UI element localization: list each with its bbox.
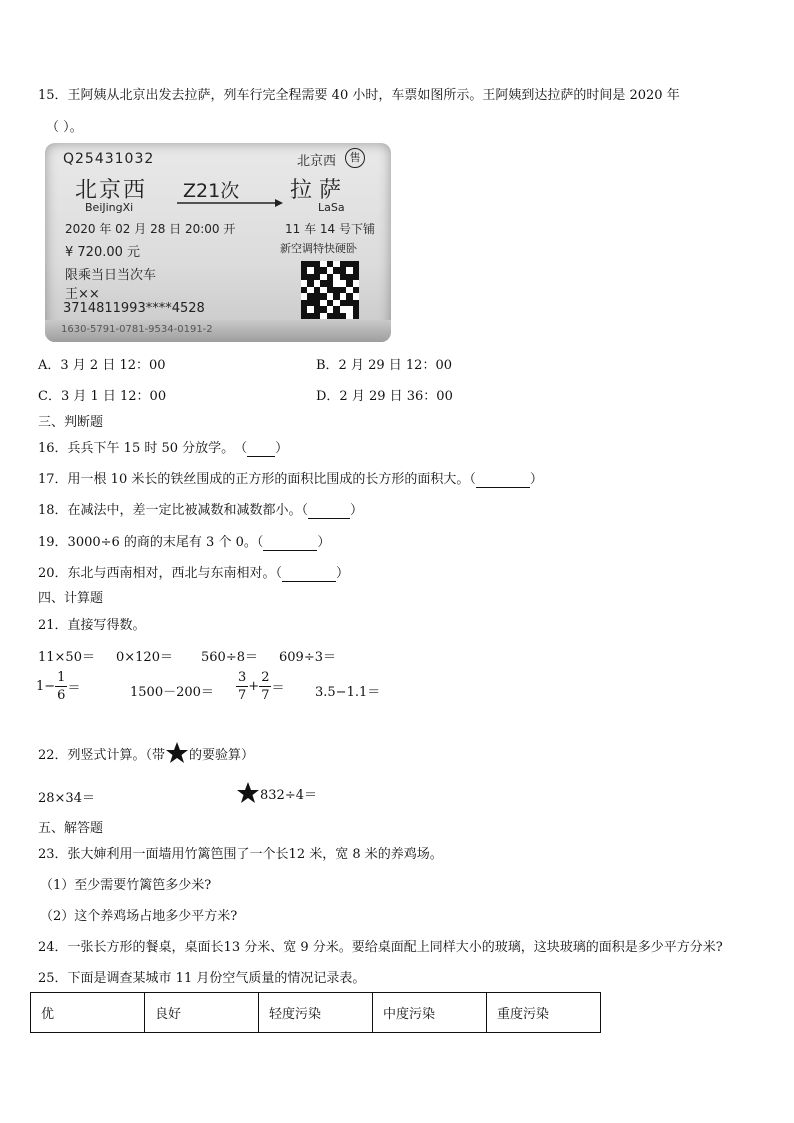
q17-blank [476,472,530,488]
table-header-cell: 优 [31,993,145,1033]
table-header-cell: 良好 [145,993,259,1033]
q18-text: 18．在减法中，差一定比被减数和减数都小。（ [38,503,309,518]
q23-stem: 23．张大婶利用一面墙用竹篱笆围了一个长12 米，宽 8 米的养鸡场。 [38,847,443,862]
train-ticket-image [45,143,391,342]
ticket-bottom-strip [45,320,391,342]
q22-a: 28×34＝ [38,791,95,806]
q17 [38,468,543,488]
q18 [38,499,363,519]
ticket-price: ¥ 720.00 元 [65,245,141,260]
q21-r1-c: 560÷8＝ [201,650,258,665]
q15-stem: 15．王阿姨从北京出发去拉萨，列车行完全程需要 40 小时，车票如图所示。王阿姨到达拉萨的时间是 2020 年 [38,88,680,103]
q21-r2-c [236,671,284,702]
q19-close: ） [317,535,331,550]
q15-option-d: D．2 月 29 日 36：00 [316,389,453,404]
ticket-from-pinyin: BeiJingXi [85,201,134,214]
q22-title-post: 的要验算） [189,747,255,763]
fraction-numerator: 1 [57,670,66,685]
air-quality-table [30,992,601,1033]
qr-code-icon [301,261,359,319]
q21-r1-b: 0×120＝ [116,650,173,665]
table-header-cell: 中度污染 [373,993,487,1033]
q21-r2-b: 1500－200＝ [130,685,214,700]
fraction-denominator: 6 [57,688,66,703]
q23-part-2: （2）这个养鸡场占地多少平方米? [40,909,238,924]
q23-part-1: （1）至少需要竹篱笆多少米? [40,878,212,893]
q16-text: 16．兵兵下午 15 时 50 分放学。 （ [38,441,248,456]
arrow-right-icon [175,198,285,208]
star-icon [236,781,260,805]
q19-blank [263,535,317,551]
q20 [38,562,349,582]
star-icon [165,741,189,765]
sale-mark-icon: 售 [345,148,365,168]
q21-r2-a-pre: 1− [36,679,56,694]
ticket-to-station: 拉 萨 [290,178,341,203]
q22-title-pre: 22．列竖式计算。（带 [38,747,166,763]
fraction-numerator: 3 [238,670,247,685]
q15-answer-paren: （ ）。 [46,120,83,135]
q17-close: ） [529,472,543,487]
ticket-id-number: 3714811993****4528 [63,301,205,316]
section-3-title: 三、判断题 [38,415,104,430]
q24: 24．一张长方形的餐桌，桌面长13 分米、宽 9 分米。要给桌面配上同样大小的玻璃，这块玻璃的面积是多少平方分米? [38,940,723,955]
table-row [31,993,601,1033]
section-5-title: 五、解答题 [38,821,104,836]
q21-r2-a-eq: ＝ [67,681,81,696]
q22-b-text: 832÷4＝ [260,787,317,803]
fraction-numerator: 2 [261,670,270,685]
fraction-1-6 [55,671,67,702]
q15-option-b: B．2 月 29 日 12：00 [316,358,452,373]
q17-text: 17．用一根 10 米长的铁丝围成的正方形的面积比围成的长方形的面积大。（ [38,472,476,487]
ticket-limit: 限乘当日当次车 [65,268,157,283]
ticket-station-corner: 北京西 [297,154,337,169]
ticket-car-type: 新空调特快硬卧 [280,242,357,255]
q16-blank [247,441,275,457]
ticket-seat: 11 车 14 号下铺 [285,222,375,236]
q20-text: 20．东北与西南相对，西北与东南相对。（ [38,566,283,581]
table-header-cell: 轻度污染 [259,993,373,1033]
q16-close: ） [275,441,289,456]
q18-blank [308,503,350,519]
table-header-cell: 重度污染 [487,993,601,1033]
plus-sign: + [248,679,260,694]
ticket-bottom-code: 1630-5791-0781-9534-0191-2 [61,324,213,335]
fraction-3-7 [236,671,248,702]
q21-r1-d: 609÷3＝ [279,650,336,665]
q15-option-a: A．3 月 2 日 12：00 [38,358,166,373]
q21-r1-a: 11×50＝ [38,650,95,665]
q20-blank [282,566,336,582]
q20-close: ） [336,566,350,581]
q21-r2-d: 3.5−1.1＝ [315,685,381,700]
ticket-to-pinyin: LaSa [318,201,345,214]
q19 [38,531,330,551]
ticket-passenger-name: 王×× [65,287,100,302]
ticket-train-number: Z21次 [183,180,240,202]
q18-close: ） [350,503,364,518]
q22-b [236,781,317,805]
ticket-date: 2020 年 02 月 28 日 20:00 开 [65,222,236,236]
ticket-from-station: 北京西 [75,178,148,203]
section-4-title: 四、计算题 [38,591,104,606]
fraction-denominator: 7 [238,688,247,703]
q15-option-c: C．3 月 1 日 12：00 [38,389,167,404]
ticket-serial: Q25431032 [63,151,155,167]
q21-r2-c-eq: ＝ [271,681,285,696]
fraction-2-7 [259,671,271,702]
fraction-denominator: 7 [261,688,270,703]
q25-stem: 25．下面是调查某城市 11 月份空气质量的情况记录表。 [38,971,366,986]
q19-text: 19．3000÷6 的商的末尾有 3 个 0。（ [38,535,264,550]
q21-title: 21．直接写得数。 [38,618,146,633]
q21-r2-a [36,671,80,702]
q16 [38,437,288,457]
q22-title [38,741,254,765]
